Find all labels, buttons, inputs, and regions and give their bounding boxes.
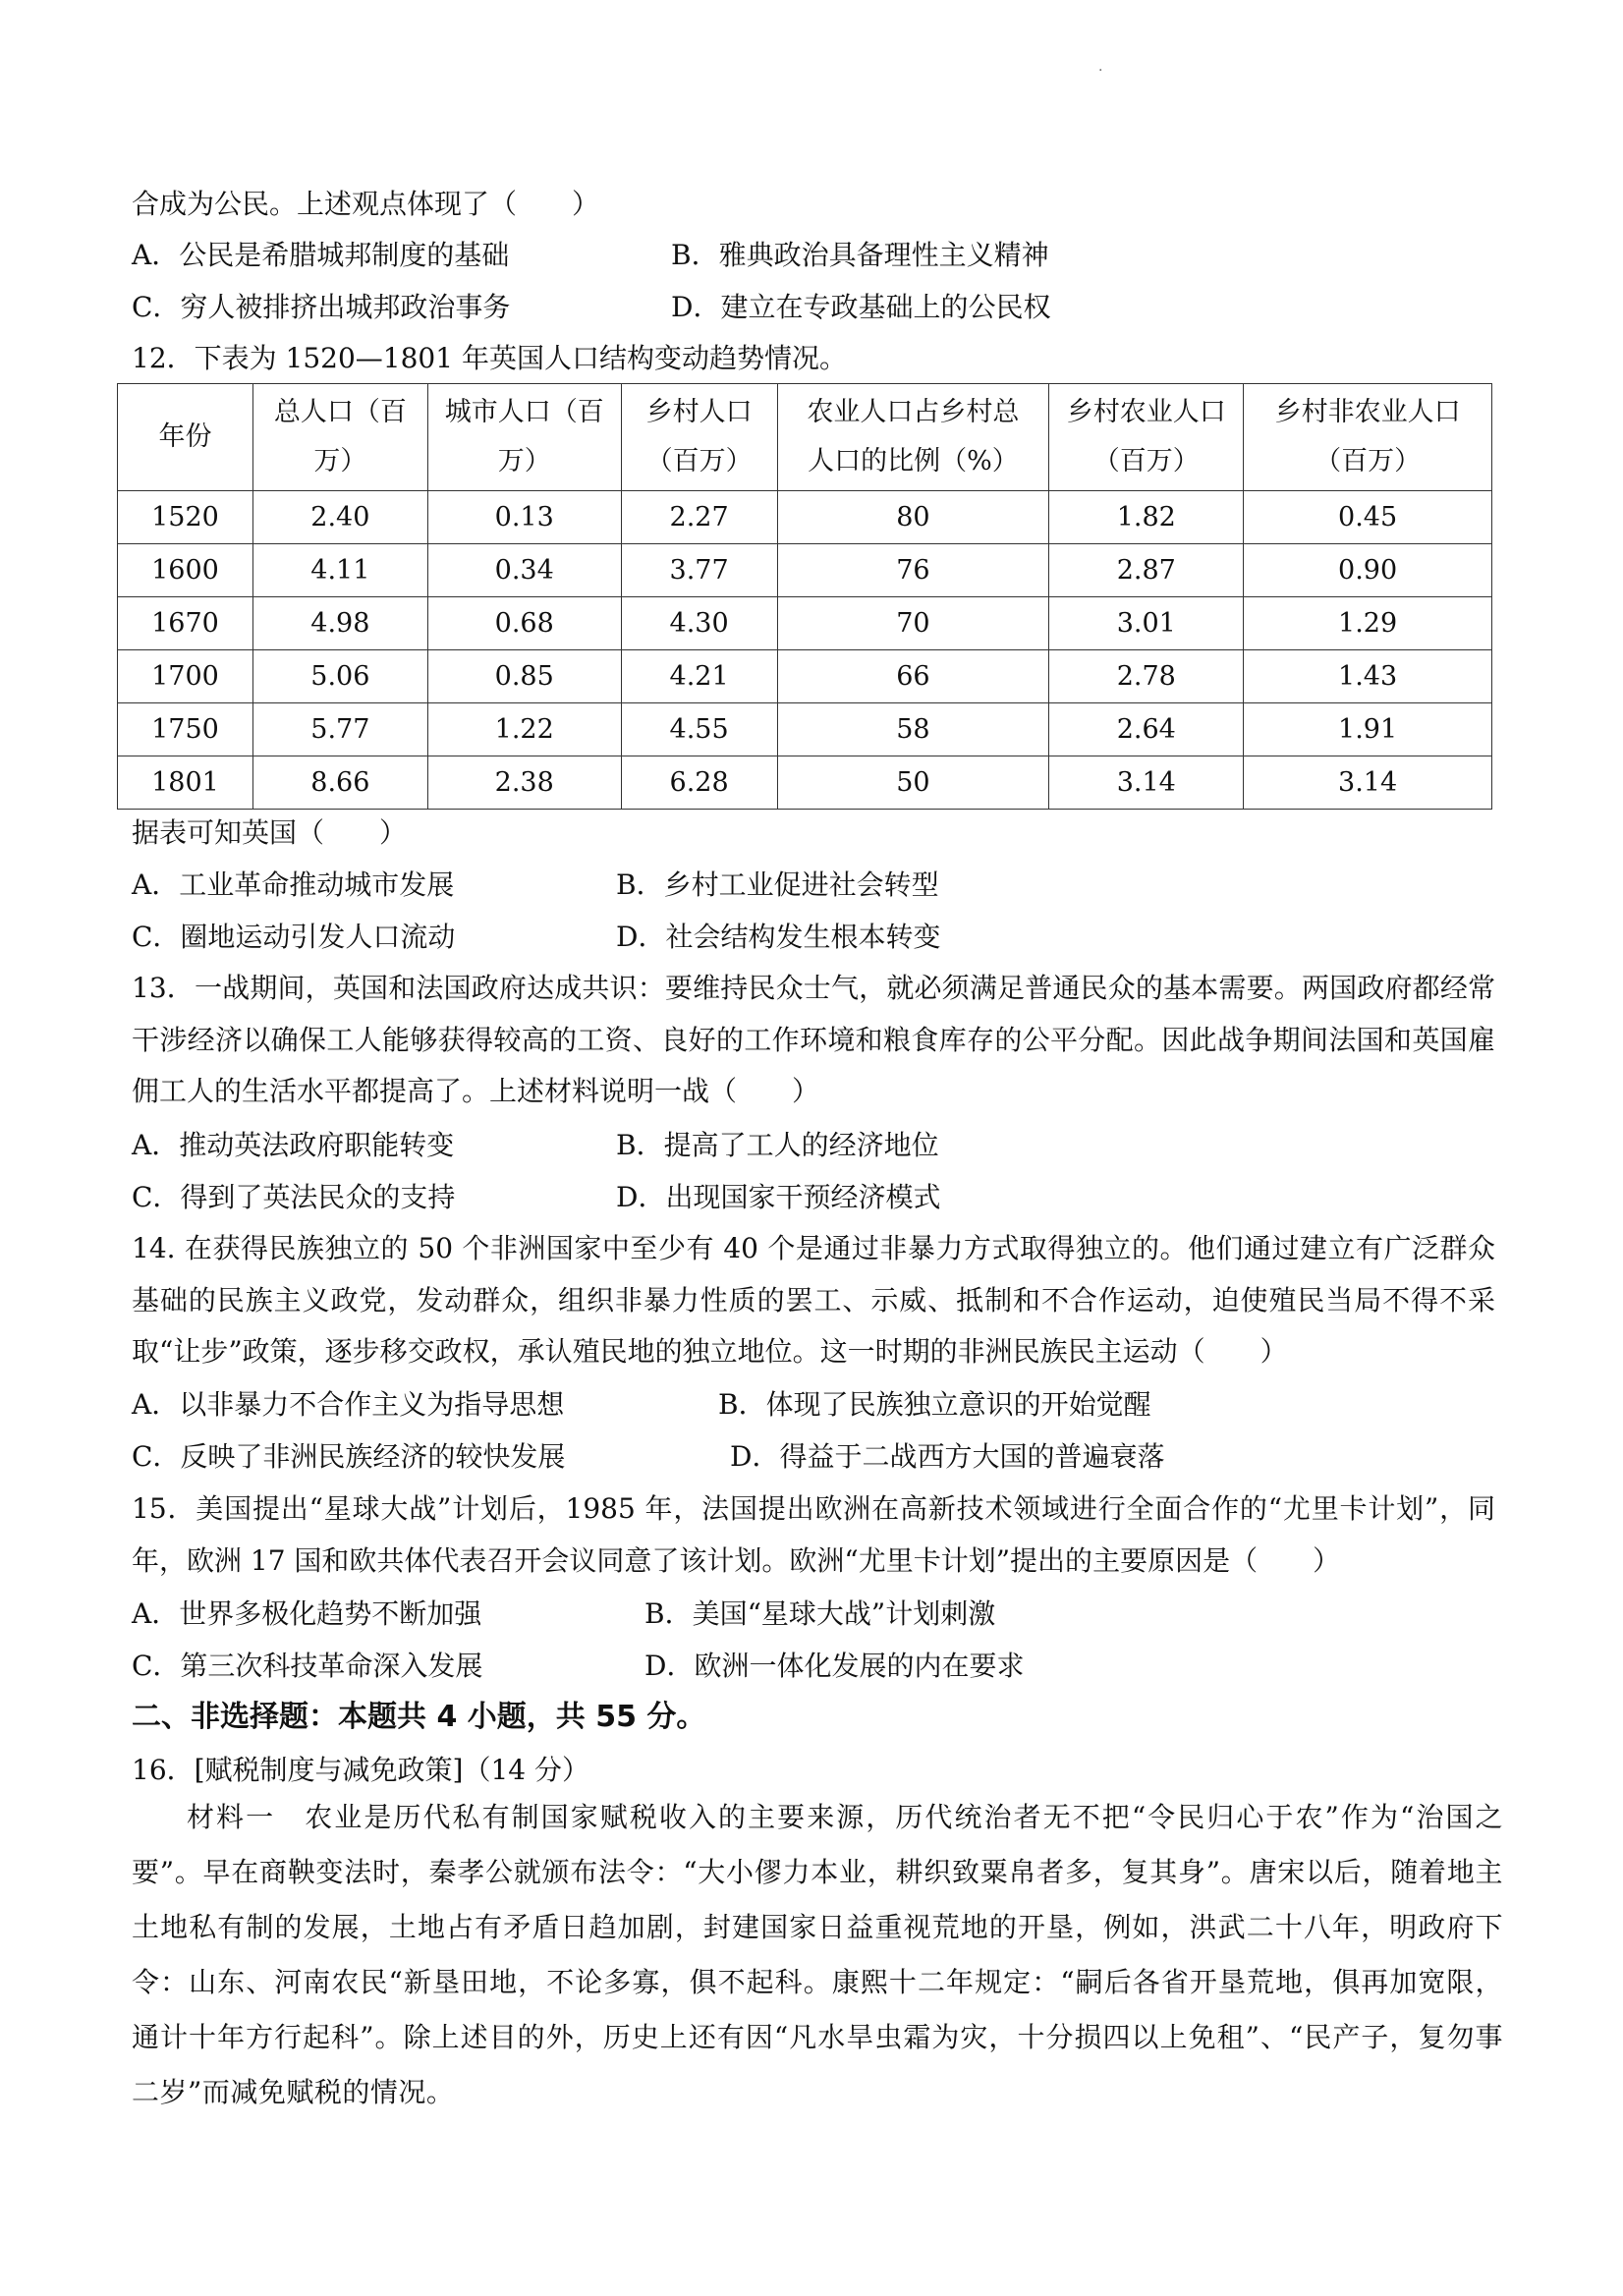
q13-option-d: D．出现国家干预经济模式: [616, 1181, 941, 1213]
header-rural-agri: 乡村农业人口（百万）: [1049, 384, 1244, 491]
table-cell: 66: [777, 650, 1049, 703]
table-cell: 1700: [118, 650, 253, 703]
table-header-row: [118, 384, 1492, 491]
table-cell: 76: [777, 544, 1049, 597]
table-cell: 3.01: [1049, 597, 1244, 650]
table-cell: 3.14: [1049, 756, 1244, 810]
table-row: [118, 491, 1492, 544]
table-row: [118, 703, 1492, 756]
table-cell: 1.43: [1244, 650, 1492, 703]
q15-option-b: B．美国“星球大战”计划刺激: [644, 1597, 996, 1630]
q12-prompt: 据表可知英国（ ）: [132, 816, 408, 849]
header-agri-ratio: 农业人口占乡村总人口的比例（%）: [777, 384, 1049, 491]
table-cell: 2.27: [621, 491, 777, 544]
section2-title: 二、非选择题：本题共 4 小题，共 55 分。: [132, 1700, 706, 1734]
table-row: [118, 650, 1492, 703]
header-total-population: 总人口（百万）: [252, 384, 427, 491]
q12-option-d: D．社会结构发生根本转变: [616, 921, 941, 953]
table-cell: 6.28: [621, 756, 777, 810]
header-rural-population: 乡村人口（百万）: [621, 384, 777, 491]
q13-option-a: A．推动英法政府职能转变: [132, 1129, 455, 1161]
header-urban-population: 城市人口（百万）: [427, 384, 621, 491]
table-cell: 4.55: [621, 703, 777, 756]
q13-option-b: B．提高了工人的经济地位: [616, 1129, 939, 1161]
table-cell: 1520: [118, 491, 253, 544]
table-cell: 2.78: [1049, 650, 1244, 703]
table-cell: 3.14: [1244, 756, 1492, 810]
table-cell: 1801: [118, 756, 253, 810]
q12-option-c: C．圈地运动引发人口流动: [132, 921, 456, 953]
q15-option-a: A．世界多极化趋势不断加强: [132, 1597, 482, 1630]
table-cell: 1.91: [1244, 703, 1492, 756]
table-cell: 5.06: [252, 650, 427, 703]
header-rural-nonagri: 乡村非农业人口（百万）: [1244, 384, 1492, 491]
table-row: [118, 756, 1492, 810]
q11-option-c: C．穷人被排挤出城邦政治事务: [132, 291, 511, 323]
table-cell: 1.22: [427, 703, 621, 756]
population-table: [117, 383, 1492, 810]
q14-stem: 14. 在获得民族独立的 50 个非洲国家中至少有 40 个是通过非暴力方式取得独立的。他们通过建立有广泛群众基础的民族主义政党，发动群众，组织非暴力性质的罢工、示威、抵制和不合作运动，迫使殖民当局不得不采取“让步”政策，逐步移交政权，承认殖民地的独立地位。这一时期的非洲民族民主运动（ ）: [132, 1232, 1495, 1368]
q12-stem: 12．下表为 1520—1801 年英国人口结构变动趋势情况。: [132, 342, 847, 374]
q16-material1: 材料一 农业是历代私有制国家赋税收入的主要来源，历代统治者无不把“令民归心于农”作为“治国之要”。早在商鞅变法时，秦孝公就颁布法令：“大小僇力本业，耕织致粟帛者多，复其身”。唐宋以后，随着地主土地私有制的发展，土地占有矛盾日趋加剧，封建国家日益重视荒地的开垦，例如，洪武二十八年，明政府下令：山东、河南农民“新垦田地，不论多寡，俱不起科。康熙十二年规定：“嗣后各省开垦荒地，俱再加宽限，通计十年方行起科”。除上述目的外，历史上还有因“凡水旱虫霜为灾，十分损四以上免租”、“民产子，复勿事二岁”而减免赋税的情况。: [132, 1801, 1503, 2108]
table-cell: 1600: [118, 544, 253, 597]
table-cell: 5.77: [252, 703, 427, 756]
table-cell: 0.90: [1244, 544, 1492, 597]
q14-option-c: C．反映了非洲民族经济的较快发展: [132, 1440, 566, 1473]
table-cell: 0.85: [427, 650, 621, 703]
q15-option-d: D．欧洲一体化发展的内在要求: [644, 1650, 1025, 1682]
table-cell: 0.34: [427, 544, 621, 597]
table-cell: 8.66: [252, 756, 427, 810]
header-year: 年份: [118, 384, 253, 491]
table-cell: 4.11: [252, 544, 427, 597]
table-cell: 0.68: [427, 597, 621, 650]
q15-stem: 15．美国提出“星球大战”计划后，1985 年，法国提出欧洲在高新技术领域进行全面合作的“尤里卡计划”，同年，欧洲 17 国和欧共体代表召开会议同意了该计划。欧洲“尤里卡计划”提出的主要原因是（ ）: [132, 1492, 1495, 1577]
table-cell: 58: [777, 703, 1049, 756]
q11-option-d: D．建立在专政基础上的公民权: [671, 291, 1051, 323]
table-row: [118, 597, 1492, 650]
table-cell: 1670: [118, 597, 253, 650]
q14-option-a: A．以非暴力不合作主义为指导思想: [132, 1388, 565, 1421]
q13-option-c: C．得到了英法民众的支持: [132, 1181, 456, 1213]
table-cell: 0.45: [1244, 491, 1492, 544]
table-cell: 2.64: [1049, 703, 1244, 756]
table-cell: 0.13: [427, 491, 621, 544]
table-cell: 2.38: [427, 756, 621, 810]
table-cell: 2.87: [1049, 544, 1244, 597]
q12-option-a: A．工业革命推动城市发展: [132, 868, 455, 901]
q14-option-b: B．体现了民族独立意识的开始觉醒: [718, 1388, 1151, 1421]
intro-line: 合成为公民。上述观点体现了（ ）: [132, 188, 600, 220]
q12-option-b: B．乡村工业促进社会转型: [616, 868, 939, 901]
table-row: [118, 544, 1492, 597]
q16-title: 16．[赋税制度与减免政策]（14 分）: [132, 1754, 590, 1786]
table-cell: 3.77: [621, 544, 777, 597]
table-cell: 1750: [118, 703, 253, 756]
table-cell: 1.82: [1049, 491, 1244, 544]
table-cell: 70: [777, 597, 1049, 650]
table-cell: 2.40: [252, 491, 427, 544]
top-mark: .: [1098, 59, 1103, 75]
table-cell: 1.29: [1244, 597, 1492, 650]
table-cell: 4.21: [621, 650, 777, 703]
table-cell: 4.30: [621, 597, 777, 650]
q13-stem: 13．一战期间，英国和法国政府达成共识：要维持民众士气，就必须满足普通民众的基本需要。两国政府都经常干涉经济以确保工人能够获得较高的工资、良好的工作环境和粮食库存的公平分配。因此战争期间法国和英国雇佣工人的生活水平都提高了。上述材料说明一战（ ）: [132, 972, 1495, 1107]
q11-option-a: A．公民是希腊城邦制度的基础: [132, 239, 510, 271]
table-cell: 80: [777, 491, 1049, 544]
table-cell: 50: [777, 756, 1049, 810]
q11-option-b: B．雅典政治具备理性主义精神: [671, 239, 1049, 271]
table-cell: 4.98: [252, 597, 427, 650]
q14-option-d: D．得益于二战西方大国的普遍衰落: [730, 1440, 1165, 1473]
q15-option-c: C．第三次科技革命深入发展: [132, 1650, 483, 1682]
